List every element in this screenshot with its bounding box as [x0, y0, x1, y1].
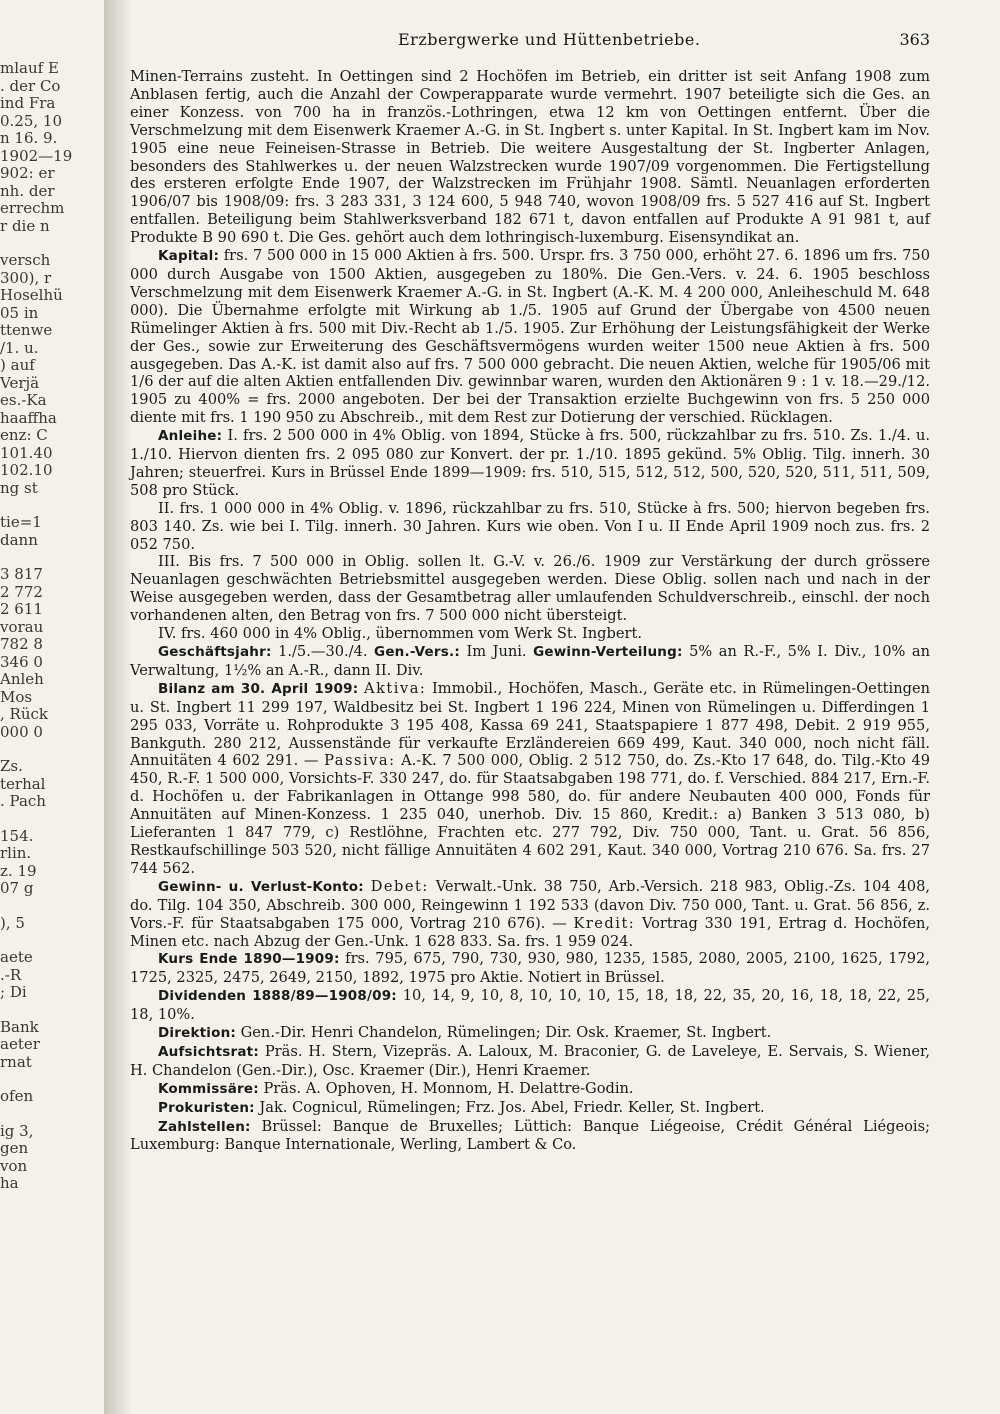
label-zahlstellen: Zahlstellen: [158, 1118, 251, 1135]
previous-page-fragment: errechm [0, 199, 65, 217]
label-passiva: Passiva: [324, 752, 396, 770]
text-kurs: frs. 795, 675, 790, 730, 930, 980, 1235, 1585, 2080, 2005, 2100, 1625, 1792, 1725, 2325, 2475, 2649, 2150, 1892, 1975 pro Aktie. Notiert in Brüssel. [130, 950, 930, 987]
running-title: Erzbergwerke und Hüttenbetriebe. [398, 30, 701, 49]
label-guv: Gewinn- u. Verlust-Konto: [158, 878, 364, 895]
section-dividenden [130, 987, 930, 1024]
previous-page-fragment: 1902—19 [0, 146, 73, 165]
text-geschaeftsjahr: 1./5.—30./4. [278, 643, 368, 660]
previous-page-fragment: tie=1 [0, 513, 42, 531]
previous-page-edge [0, 60, 104, 1414]
previous-page-gap [0, 898, 104, 915]
previous-page-fragment: Hoselhü [0, 286, 63, 304]
paragraph-anleihe-iii: III. Bis frs. 7 500 000 in Oblig. sollen lt. G.-V. v. 26./6. 1909 zur Verstärkung der durch grössere Neuanlagen geschwächten Betriebsmittel ausgegeben werden. Diese Oblig. sollen nach und nach in der Weise ausgegeben werden, dass der Gesamtbetrag aller umlaufenden Schuldverschreib., einschl. der noch vorhandenen alten, den Betrag von frs. 7 500 000 nicht übersteigt. [130, 553, 930, 625]
previous-page-fragment: 102.10 [0, 461, 53, 479]
previous-page-fragment: aete [0, 948, 33, 966]
previous-page-fragment: ) auf [0, 356, 35, 374]
previous-page-fragment: Zs. [0, 757, 23, 775]
previous-page-fragment: nh. der [0, 181, 55, 200]
previous-page-fragment: 3 817 [0, 565, 43, 583]
paragraph-plants: Minen-Terrains zusteht. In Oettingen sind 2 Hochöfen im Betrieb, ein dritter ist seit Anfang 1908 zum Anblasen fertig, auch die Anzahl der Cowperapparate wurde vermehrt. 1907 beteiligte sich die Ges. an einer Konzess. von 700 ha in französ.-Lothringen, etwa 12 km von Oettingen entfernt. Über die Verschmelzung mit dem Eisenwerk Kraemer A.-G. in St. Ingbert s. unter Kapital. In St. Ingbert kam im Nov. 1905 eine neue Feineisen-Strasse in Betrieb. Die weitere Ausgestaltung der St. Ingberter Anlagen, besonders des Stahlwerkes u. der neuen Walzstrecken wurde 1907/09 vorgenommen. Die Fertigstellung des ersteren erfolgte Ende 1907, der Walzstrecken im Frühjahr 1908. Sämtl. Neuanlagen erforderten 1906/07 bis 1908/09: frs. 3 283 331, 3 124 600, 5 948 740, wovon 1908/09 frs. 5 527 416 auf St. Ingbert entfallen. Beteiligung beim Stahlwerksverband 182 671 t, davon entfallen auf Produkte A 91 981 t, auf Produkte B 90 690 t. Die Ges. gehört auch dem lothringisch-luxemburg. Eisensyndikat an. [130, 68, 930, 247]
paragraph-anleihe-ii: II. frs. 1 000 000 in 4% Oblig. v. 1896, rückzahlbar zu frs. 510, Stücke à frs. 500; hiervon begeben frs. 803 140. Zs. wie bei I. Tilg. innerh. 30 Jahren. Kurs wie oben. Von I u. II Ende April 1909 noch zus. frs. 2 052 750. [130, 499, 930, 553]
label-gen-vers: Gen.-Vers.: [374, 644, 460, 660]
page-number: 363 [899, 30, 930, 49]
label-direktion: Direktion: [158, 1025, 236, 1042]
previous-page-gap [0, 1002, 104, 1019]
paragraph-anleihe-iv: IV. frs. 460 000 in 4% Oblig., übernommen vom Werk St. Ingbert. [158, 625, 642, 643]
previous-page-gap [0, 741, 104, 758]
previous-page-gap [0, 932, 104, 949]
section-guv [130, 878, 930, 951]
section-kommissaere [130, 1080, 930, 1099]
label-kurs: Kurs Ende 1890—1909: [158, 951, 340, 968]
previous-page-fragment: gen [0, 1139, 29, 1157]
text-passiva: A.-K. 7 500 000, Oblig. 2 512 750, do. Zs.-Kto 17 648, do. Tilg.-Kto 49 450, R.-F. 1 500 000, Vorsichts-F. 330 247, do. für Staatsabgaben 198 771, do. f. Verschied. 884 217, Ern.-F. d. Hochöfen u. der Fabrikanlagen in Ottange 998 580, do. für andere Neubauten 400 000, Fonds für Annuitäten auf Minen-Konzess. 1 235 040, unerhob. Div. 15 860, Kredit.: a) Banken 3 513 080, b) Lieferanten 1 847 779, c) Restlöhne, Frachten etc. 277 792, Div. 750 000, Tant. u. Grat. 56 856, Restkaufschillinge 503 520, nicht fällige Annuitäten 4 602 291, Kaut. 340 000, Vortrag 210 676. Sa. frs. 27 744 562. [130, 752, 931, 877]
label-anleihe: Anleihe: [158, 428, 223, 445]
section-bilanz [130, 680, 930, 878]
previous-page-fragment: .-R [0, 965, 22, 984]
previous-page-fragment: ha [0, 1174, 19, 1192]
section-anleihe [130, 427, 930, 500]
previous-page-fragment: . Pach [0, 792, 46, 810]
text-kapital: frs. 7 500 000 in 15 000 Aktien à frs. 500. Urspr. frs. 3 750 000, erhöht 27. 6. 1896 um frs. 750 000 durch Ausgabe von 1500 Aktien, ausgegeben zu 180%. Die Gen.-Vers. v. 24. 6. 1905 beschloss Verschmelzung mit dem Eisenwerk Kraemer A.-G. in St. Ingbert (A.-K. M. 4 200 000, Anleiheschuld M. 648 000). Die Übernahme erfolgte mit Wirkung ab 1./5. 1905 auf Grund der Übergabe von 4500 neuen Rümelinger Aktien à frs. 500 mit Div.-Recht ab 1./5. 1905. Zur Erhöhung der Leistungsfähigkeit der Werke der Ges., sowie zur Erweiterung des Geschäftsvermögens wurden weiter 1500 neue Aktien à frs. 500 ausgegeben. Das A.-K. ist damit also auf frs. 7 500 000 gebracht. Die neuen Aktien, welche für 1905/06 mit 1/6 der auf die alten Aktien entfallenden Div. gewinnbar waren, wurden den Aktionären 9 : 1 v. 18.—29./12. 1905 zu 400% = frs. 2000 angeboten. Der bei der Transaktion erzielte Buchgewinn von frs. 5 250 000 diente mit frs. 1 190 950 zu Abschreib., mit dem Rest zur Dotierung der verschied. Rücklagen. [130, 247, 930, 427]
text-gen-vers: Im Juni. [466, 643, 527, 660]
previous-page-fragment: versch [0, 251, 51, 269]
text-debet: Verwalt.-Unk. 38 750, Arb.-Versich. 218 983, Oblig.-Zs. 104 408, do. Tilg. 104 350, Abschreib. 300 000, Reingewinn 1 192 533 (davon Div. 750 000, Tant. u. Grat. 56 856, z. Vors.-F. für Staatsabgaben 175 000, Vortrag 210 676). — [130, 877, 931, 932]
previous-page-fragment: es.-Ka [0, 391, 47, 409]
label-kommissaere: Kommissäre: [158, 1080, 259, 1097]
previous-page-gap [0, 1071, 104, 1088]
previous-page-fragment: ind Fra [0, 94, 56, 112]
previous-page-fragment: 2 611 [0, 600, 43, 618]
previous-page-fragment: 154. [0, 826, 34, 845]
previous-page-fragment: ttenwe [0, 321, 53, 339]
page-header [140, 30, 930, 54]
label-kredit: Kredit: [573, 914, 636, 932]
previous-page-fragment: /1. u. [0, 338, 39, 357]
label-bilanz: Bilanz am 30. April 1909: [158, 680, 359, 697]
section-kapital [130, 247, 930, 427]
previous-page-fragment: 101.40 [0, 443, 53, 462]
previous-page-gap [0, 1106, 104, 1123]
previous-page-fragment: von [0, 1156, 28, 1175]
previous-page-gap [0, 235, 104, 252]
previous-page-fragment: r die n [0, 216, 50, 235]
label-geschaeftsjahr: Geschäftsjahr: [158, 644, 272, 660]
previous-page-fragment: haaffha [0, 408, 57, 427]
previous-page-fragment: 0.25, 10 [0, 111, 63, 130]
previous-page-gap [0, 549, 104, 566]
previous-page-fragment: Bank [0, 1017, 39, 1036]
previous-page-fragment: ), 5 [0, 913, 25, 932]
label-aktiva: Aktiva: [364, 679, 427, 697]
previous-page-gap [0, 497, 104, 514]
previous-page-fragment: aeter [0, 1035, 40, 1053]
section-direktion [130, 1024, 930, 1043]
previous-page-fragment: 782 8 [0, 635, 43, 653]
previous-page-fragment: z. 19 [0, 861, 37, 880]
text-kredit: Vortrag 330 191, Ertrag d. Hochöfen, Minen etc. nach Abzug der Gen.-Unk. 1 628 833. Sa. frs. 1 959 024. [130, 914, 931, 950]
previous-page-fragment: 07 g [0, 879, 34, 897]
previous-page-fragment: enz: C [0, 426, 48, 444]
previous-page-fragment: , Rück [0, 705, 48, 723]
previous-page-fragment: 05 in [0, 303, 39, 322]
previous-page-fragment: . der Co [0, 76, 61, 95]
previous-page-gap [0, 811, 104, 828]
text-prokuristen: Jak. Cognicul, Rümelingen; Frz. Jos. Abel, Friedr. Keller, St. Ingbert. [259, 1098, 765, 1116]
text-zahlstellen: Brüssel: Banque de Bruxelles; Lüttich: Banque Liégeoise, Crédit Général Liégeois; Luxemburg: Banque Internationale, Werling, Lambert & Co. [130, 1117, 930, 1154]
section-prokuristen [130, 1099, 930, 1118]
section-aufsichtsrat [130, 1043, 930, 1080]
text-anleihe-i: I. frs. 2 500 000 in 4% Oblig. von 1894, Stücke à frs. 500, rückzahlbar zu frs. 510. Zs. 1./4. u. 1./10. Hiervon dienten frs. 2 095 080 zur Konvert. der pr. 1./10. 1895 gekünd. 5% Oblig. Tilg. innerh. 30 Jahren; steuerfrei. Kurs in Brüssel Ende 1899—1909: frs. 510, 515, 512, 512, 500, 520, 520, 511, 511, 509, 508 pro Stück. [130, 427, 931, 499]
previous-page-fragment: terhal [0, 774, 46, 793]
page-body [130, 68, 930, 1154]
text-gewinn-verteilung: 5% an R.-F., 5% I. Div., 10% an Verwaltung, 1½% an A.-R., dann II. Div. [130, 643, 930, 679]
book-gutter [104, 0, 130, 1414]
text-dividenden: 10, 14, 9, 10, 8, 10, 10, 10, 15, 18, 18, 22, 35, 20, 16, 18, 18, 22, 25, 18, 10%. [130, 987, 930, 1024]
previous-page-fragment: 000 0 [0, 722, 43, 741]
previous-page-fragment: ig 3, [0, 1121, 34, 1140]
previous-page-fragment: mlauf E [0, 60, 59, 77]
previous-page-fragment: 2 772 [0, 582, 43, 601]
previous-page-fragment: 346 0 [0, 652, 43, 671]
label-kapital: Kapital: [158, 248, 220, 265]
previous-page-fragment: ; Di [0, 983, 27, 1001]
previous-page-fragment: Verjä [0, 373, 40, 392]
label-debet: Debet: [370, 877, 429, 895]
previous-page-fragment: Anleh [0, 670, 44, 688]
previous-page-fragment: ng st [0, 478, 38, 497]
text-kommissaere: Präs. A. Ophoven, H. Monnom, H. Delattre-Godin. [263, 1079, 634, 1097]
text-direktion: Gen.-Dir. Henri Chandelon, Rümelingen; Dir. Osk. Kraemer, St. Ingbert. [240, 1024, 772, 1042]
previous-page-fragment: Mos [0, 687, 33, 706]
previous-page-fragment: 902: er [0, 164, 55, 182]
section-geschaeftsjahr [130, 643, 930, 680]
previous-page-fragment: rnat [0, 1052, 32, 1071]
previous-page-fragment: vorau [0, 617, 44, 636]
previous-page-fragment: n 16. 9. [0, 129, 58, 147]
label-aufsichtsrat: Aufsichtsrat: [158, 1043, 259, 1060]
previous-page-fragment: dann [0, 530, 38, 549]
text-aufsichtsrat: Präs. H. Stern, Vizepräs. A. Laloux, M. Braconier, G. de Laveleye, E. Servais, S. Wiener, H. Chandelon (Gen.-Dir.), Osc. Kraemer (Dir.), Henri Kraemer. [130, 1042, 930, 1079]
text-aktiva: Immobil., Hochöfen, Masch., Geräte etc. in Rümelingen-Oettingen u. St. Ingbert 11 299 197, Waldbesitz bei St. Ingbert 1 196 224, Minen von Rümelingen u. Differdingen 1 295 033, Vorräte u. Rohprodukte 3 195 408, Kassa 69 241, Staatspapiere 1 877 498, Debit. 2 919 955, Bankguth. 280 212, Aussenstände für verkaufte Erzländereien 669 499, Kaut. 340 000, noch nicht fäll. Annuitäten 4 602 291. — [130, 679, 930, 770]
section-kurs [130, 950, 930, 987]
label-prokuristen: Prokuristen: [158, 1099, 255, 1116]
previous-page-fragment: ofen [0, 1087, 34, 1105]
section-zahlstellen [130, 1118, 930, 1155]
previous-page-fragment: rlin. [0, 844, 32, 862]
label-gewinn-verteilung: Gewinn-Verteilung: [533, 644, 683, 660]
previous-page-fragment: 300), r [0, 268, 52, 287]
label-dividenden: Dividenden 1888/89—1908/09: [158, 988, 397, 1005]
